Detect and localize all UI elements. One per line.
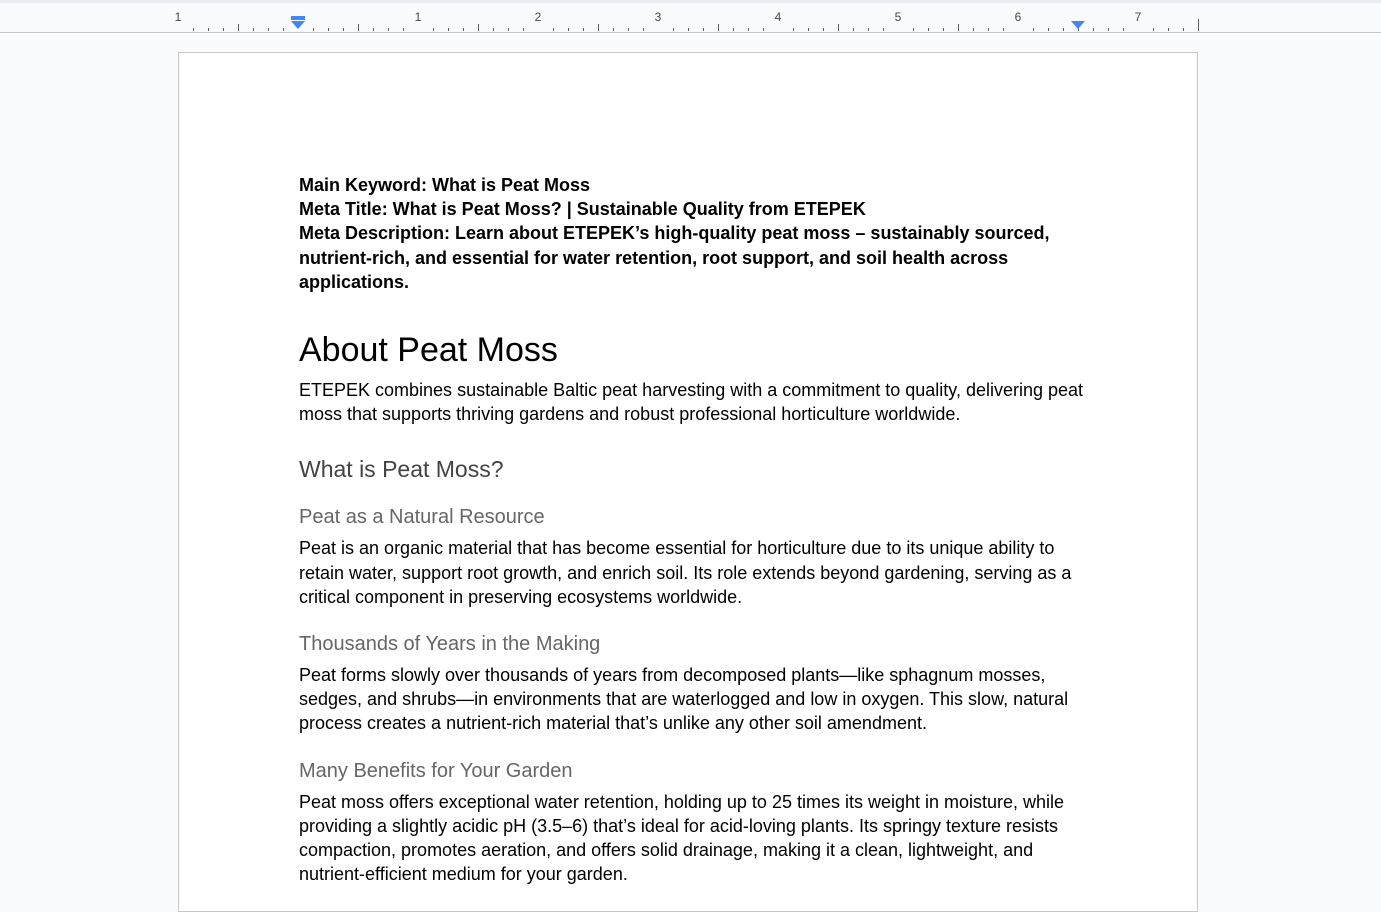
- paragraph-thousands-of-years: Peat forms slowly over thousands of years from decomposed plants—like sphagnum mosses, sedges, and shrubs—in environments that are waterlogged and low in oxygen. This slow, natural process creates a nutrient-rich material that’s unlike any other soil amendment.: [299, 665, 1069, 734]
- first-line-indent-marker[interactable]: [291, 16, 305, 20]
- heading-about-peat-moss: About Peat Moss: [299, 331, 558, 370]
- heading-thousands-of-years: Thousands of Years in the Making: [299, 633, 601, 656]
- horizontal-ruler[interactable]: [0, 3, 1381, 33]
- intro-paragraph: ETEPEK combines sustainable Baltic peat harvesting with a commitment to quality, delivering peat moss that supports thriving gardens and robust professional horticulture worldwide.: [299, 380, 1084, 425]
- right-indent-marker[interactable]: [1071, 21, 1085, 29]
- left-indent-marker[interactable]: [291, 21, 305, 29]
- ruler-number: 5: [894, 10, 902, 24]
- paragraph-natural-resource: Peat is an organic material that has become essential for horticulture due to its unique ability to retain water, support root growth, and enrich soil. Its role extends beyond gardening, serving as a critical component in preserving ecosystems worldwide.: [299, 538, 1072, 607]
- meta-title-line: Meta Title: What is Peat Moss? | Sustainable Quality from ETEPEK: [299, 199, 866, 220]
- heading-natural-resource: Peat as a Natural Resource: [299, 506, 545, 529]
- meta-description-line: Meta Description: Learn about ETEPEK’s high-quality peat moss – sustainably sourced, nutrient-rich, and essential for water retention, root support, and soil health across applications.: [299, 223, 1050, 292]
- document-body[interactable]: [299, 173, 1089, 886]
- ruler-number: 4: [774, 10, 782, 24]
- paragraph-many-benefits: Peat moss offers exceptional water retention, holding up to 25 times its weight in moisture, while providing a slightly acidic pH (3.5–6) that’s ideal for acid-loving plants. Its springy texture resists compaction, promotes aeration, and offers solid drainage, making it a clean, lightweight, and nutrient-efficient medium for your garden.: [299, 791, 1065, 885]
- document-page[interactable]: [178, 52, 1198, 912]
- main-keyword-line: Main Keyword: What is Peat Moss: [299, 175, 591, 195]
- ruler-number: 2: [534, 10, 542, 24]
- ruler-number: 6: [1014, 10, 1022, 24]
- ruler-ticks: [0, 3, 1381, 32]
- ruler-number: 7: [1134, 10, 1142, 24]
- ruler-number: 1: [414, 10, 422, 24]
- heading-many-benefits: Many Benefits for Your Garden: [299, 759, 573, 782]
- ruler-number: 1: [174, 10, 182, 24]
- ruler-number: 3: [654, 10, 662, 24]
- heading-what-is-peat-moss: What is Peat Moss?: [299, 456, 504, 483]
